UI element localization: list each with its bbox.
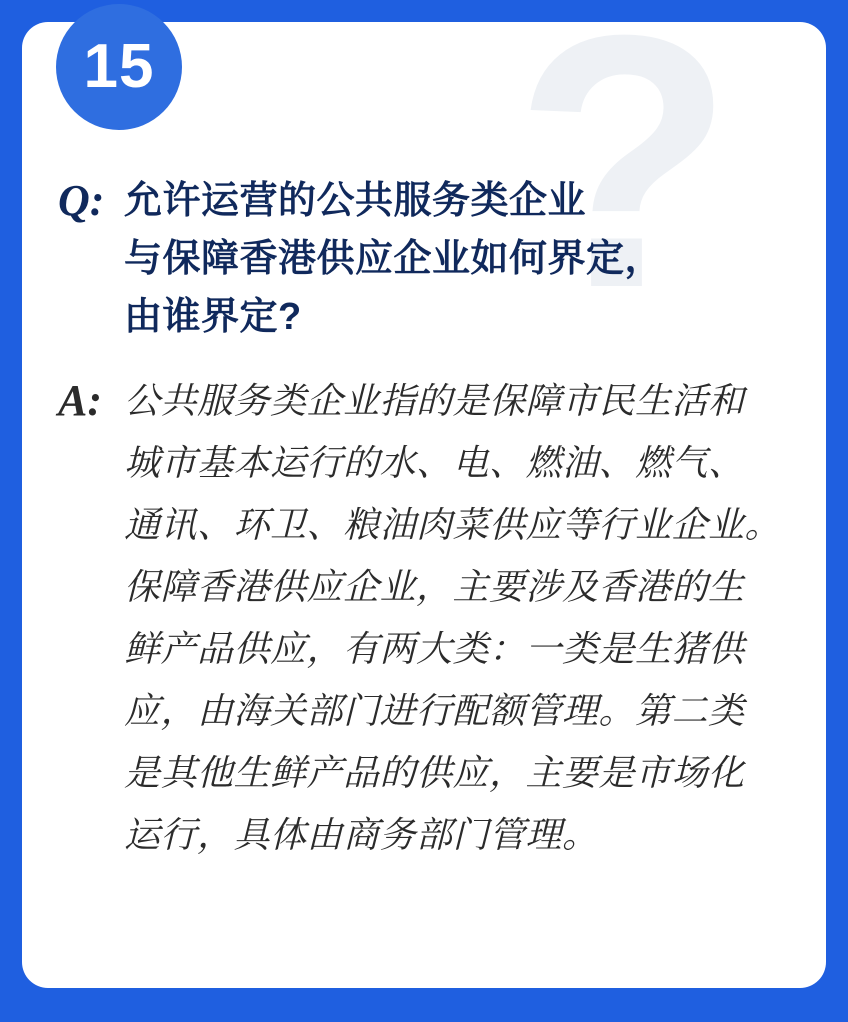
question-number-badge <box>56 4 182 130</box>
answer-line: 城市基本运行的水、电、燃油、燃气、 <box>124 442 745 483</box>
answer-text <box>124 370 781 866</box>
answer-marker: A: <box>58 376 102 425</box>
question-block <box>58 172 790 346</box>
question-line: 由谁界定? <box>124 296 302 338</box>
answer-line: 鲜产品供应，有两大类：一类是生猪供 <box>124 628 745 669</box>
answer-line: 公共服务类企业指的是保障市民生活和 <box>124 380 745 421</box>
answer-line: 通讯、环卫、粮油肉菜供应等行业企业。 <box>124 504 782 545</box>
question-text <box>124 172 663 346</box>
question-line: 允许运营的公共服务类企业 <box>124 180 587 222</box>
answer-line: 运行，具体由商务部门管理。 <box>124 814 599 855</box>
content-card <box>22 22 826 988</box>
answer-line: 保障香港供应企业，主要涉及香港的生 <box>124 566 745 607</box>
answer-line: 应，由海关部门进行配额管理。第二类 <box>124 690 745 731</box>
question-mark-watermark-icon: ? <box>514 22 734 363</box>
answer-block <box>58 370 790 866</box>
question-marker: Q: <box>58 176 105 225</box>
answer-line: 是其他生鲜产品的供应，主要是市场化 <box>124 752 745 793</box>
question-line: 与保障香港供应企业如何界定， <box>124 238 664 280</box>
qa-content <box>22 22 826 866</box>
question-number: 15 <box>83 32 155 101</box>
